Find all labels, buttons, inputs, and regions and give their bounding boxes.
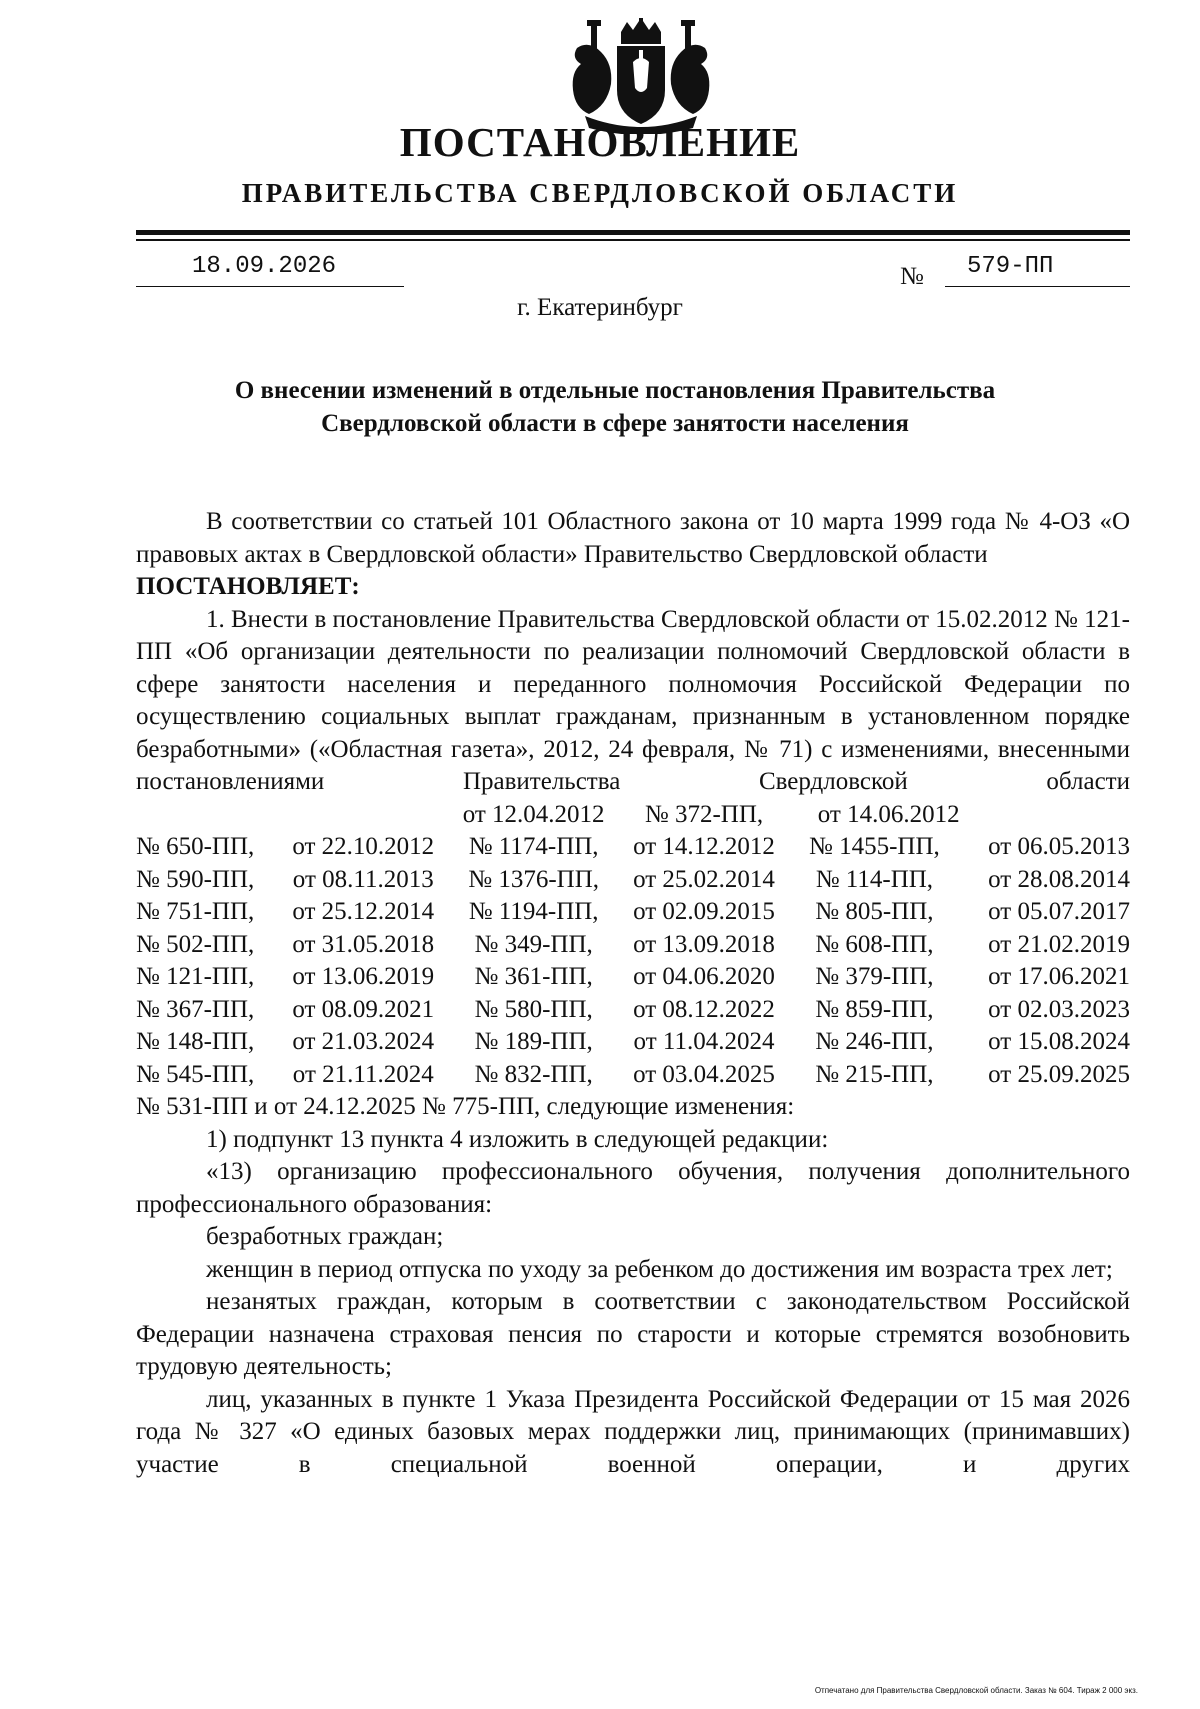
amendments-tail: № 531-ПП и от 24.12.2025 № 775-ПП, следующие изменения: <box>136 1093 795 1120</box>
amendments-cell: от 08.11.2013 <box>292 865 434 893</box>
amendments-cell: № 1194-ПП, <box>468 898 599 925</box>
amendments-cell: № 361-ПП, <box>474 963 593 990</box>
amendments-cell: № 367-ПП, <box>136 995 255 1023</box>
amendments-cell: от 25.12.2014 <box>292 898 435 925</box>
header-divider-thick <box>136 230 1130 235</box>
amendments-cell: № 215-ПП, <box>815 1060 934 1088</box>
amendments-cell: от 08.09.2021 <box>292 995 435 1023</box>
amendments-cell: № 246-ПП, <box>815 1028 934 1055</box>
amendments-cell: № 590-ПП, <box>136 865 255 893</box>
amendments-cell: от 03.04.2025 <box>633 1060 775 1088</box>
header-divider-thin <box>136 239 1130 241</box>
amendments-row <box>136 994 1130 1027</box>
amendments-cell: от 21.02.2019 <box>988 930 1130 958</box>
document-date-field <box>136 250 404 287</box>
list-item-pensioners: незанятых граждан, которым в соответствии с законодательством Российской Федерации назначена страховая пенсия по старости и которые стремятся возобновить трудовую деятельность; <box>136 1288 1130 1380</box>
decision-word: ПОСТАНОВЛЯЕТ: <box>136 573 360 600</box>
amendments-cell: № 545-ПП, <box>136 1060 255 1088</box>
amendments-row-lead <box>136 799 448 832</box>
subitem-1-quote-start: «13) организацию профессионального обучения, получения дополнительного профессионального образования: <box>136 1158 1130 1218</box>
amendments-cell: № 189-ПП, <box>474 1028 593 1055</box>
amendments-cell: от 13.06.2019 <box>292 963 435 990</box>
amendments-cell: № 148-ПП, <box>136 1028 255 1055</box>
amendments-cell: от 12.04.2012 <box>462 800 605 828</box>
amendments-cell: № 805-ПП, <box>815 898 934 925</box>
amendments-cell: от 22.10.2012 <box>292 833 435 860</box>
amendments-cell: № 832-ПП, <box>474 1060 593 1088</box>
document-number: 579-ПП <box>967 253 1054 280</box>
amendments-cell: от 11.04.2024 <box>633 1028 775 1055</box>
amendments-cell: № 751-ПП, <box>136 898 255 925</box>
list-item-svo-participants: лиц, указанных в пункте 1 Указа Президента Российской Федерации от 15 мая 2026 года № 327 «О единых базовых мерах поддержки лиц, принимающих (принимавших) участие в специальной военной операции, и других <box>136 1385 1130 1478</box>
amendments-cell: № 1376-ПП, <box>468 865 600 893</box>
item-1-paragraph: 1. Внести в постановление Правительства Свердловской области от 15.02.2012 № 121-ПП «Об организации деятельности по реализации полномочий Свердловской области в сфере занятости населения и переданного полномочия Российской Федерации по осуществлению социальных выплат гражданам, признанным в установленном порядке безработными» («Областная газета», 2012, 24 февраля, № 71) с изменениями, внесенными постановлениями Правительства Свердловской области <box>136 605 1130 795</box>
amendments-cell: № 502-ПП, <box>136 930 255 958</box>
amendments-cell: от 14.12.2012 <box>633 833 775 860</box>
amendments-cell: № 1455-ПП, <box>808 833 940 860</box>
amendments-row <box>136 831 1130 864</box>
amendments-row <box>136 1026 1130 1059</box>
title-line-1: О внесении изменений в отдельные постановления Правительства <box>234 377 996 404</box>
amendments-cell: от 15.08.2024 <box>988 1028 1130 1055</box>
print-footer: Отпечатано для Правительства Свердловской области. Заказ № 604. Тираж 2 000 экз. <box>814 1686 1138 1695</box>
preamble-paragraph: В соответствии со статьей 101 Областного закона от 10 марта 1999 года № 4-ОЗ «О правовых актах в Свердловской области» Правительство Свердловской области <box>136 508 1130 568</box>
amendments-cell: от 25.02.2014 <box>633 865 775 893</box>
amendments-row <box>136 929 1130 962</box>
document-title <box>150 374 1080 440</box>
amending-decrees-table <box>136 799 1130 1092</box>
amendments-cell: от 21.11.2024 <box>292 1060 434 1088</box>
amendments-row <box>136 896 1130 929</box>
number-sign: № <box>900 263 924 290</box>
amendments-cell: от 17.06.2021 <box>988 963 1130 990</box>
amendments-row <box>136 961 1130 994</box>
amendments-cell: № 121-ПП, <box>136 963 255 990</box>
amendments-cell: № 608-ПП, <box>815 930 934 958</box>
amendments-cell: № 379-ПП, <box>815 963 934 990</box>
amendments-cell: № 580-ПП, <box>474 995 593 1023</box>
amendments-cell: от 21.03.2024 <box>292 1028 435 1055</box>
amendments-cell: от 05.07.2017 <box>988 898 1130 925</box>
amendments-cell: от 31.05.2018 <box>292 930 435 958</box>
amendments-cell: № 349-ПП, <box>474 930 593 958</box>
amendments-cell: от 25.09.2025 <box>988 1060 1130 1088</box>
amendments-row <box>136 864 1130 897</box>
amendments-cell: № 114-ПП, <box>815 865 934 893</box>
amendments-cell: № 372-ПП, <box>644 800 764 828</box>
document-date: 18.09.2026 <box>192 253 337 280</box>
amendments-cell: от 02.03.2023 <box>988 995 1130 1023</box>
amendments-cell: от 02.09.2015 <box>633 898 775 925</box>
amendments-cell: от 06.05.2013 <box>988 833 1130 860</box>
amendments-cell: от 04.06.2020 <box>633 963 775 990</box>
amendments-row <box>136 1059 1130 1092</box>
list-item-unemployed: безработных граждан; <box>206 1223 444 1250</box>
amendments-cell: № 650-ПП, <box>136 833 255 860</box>
title-line-2: Свердловской области в сфере занятости населения <box>321 410 909 437</box>
document-number-field <box>945 250 1130 287</box>
amendments-cell: от 13.09.2018 <box>633 930 775 958</box>
amendments-cell: от 28.08.2014 <box>988 865 1130 893</box>
issue-city: г. Екатеринбург <box>517 294 683 321</box>
amendments-cell: от 08.12.2022 <box>633 995 775 1023</box>
issuing-authority: ПРАВИТЕЛЬСТВА СВЕРДЛОВСКОЙ ОБЛАСТИ <box>241 178 959 208</box>
amendments-cell: № 1174-ПП, <box>468 833 599 860</box>
amendments-cell: от 14.06.2012 <box>817 800 960 828</box>
document-kind-heading: ПОСТАНОВЛЕНИЕ <box>399 119 801 165</box>
subitem-1-heading: 1) подпункт 13 пункта 4 изложить в следующей редакции: <box>206 1125 829 1153</box>
document-body <box>136 506 1130 1481</box>
coat-of-arms-icon <box>567 18 715 134</box>
list-item-parental-leave: женщин в период отпуска по уходу за ребенком до достижения им возраста трех лет; <box>206 1255 1113 1283</box>
amendments-row <box>136 799 1130 832</box>
amendments-cell: № 859-ПП, <box>815 995 934 1023</box>
